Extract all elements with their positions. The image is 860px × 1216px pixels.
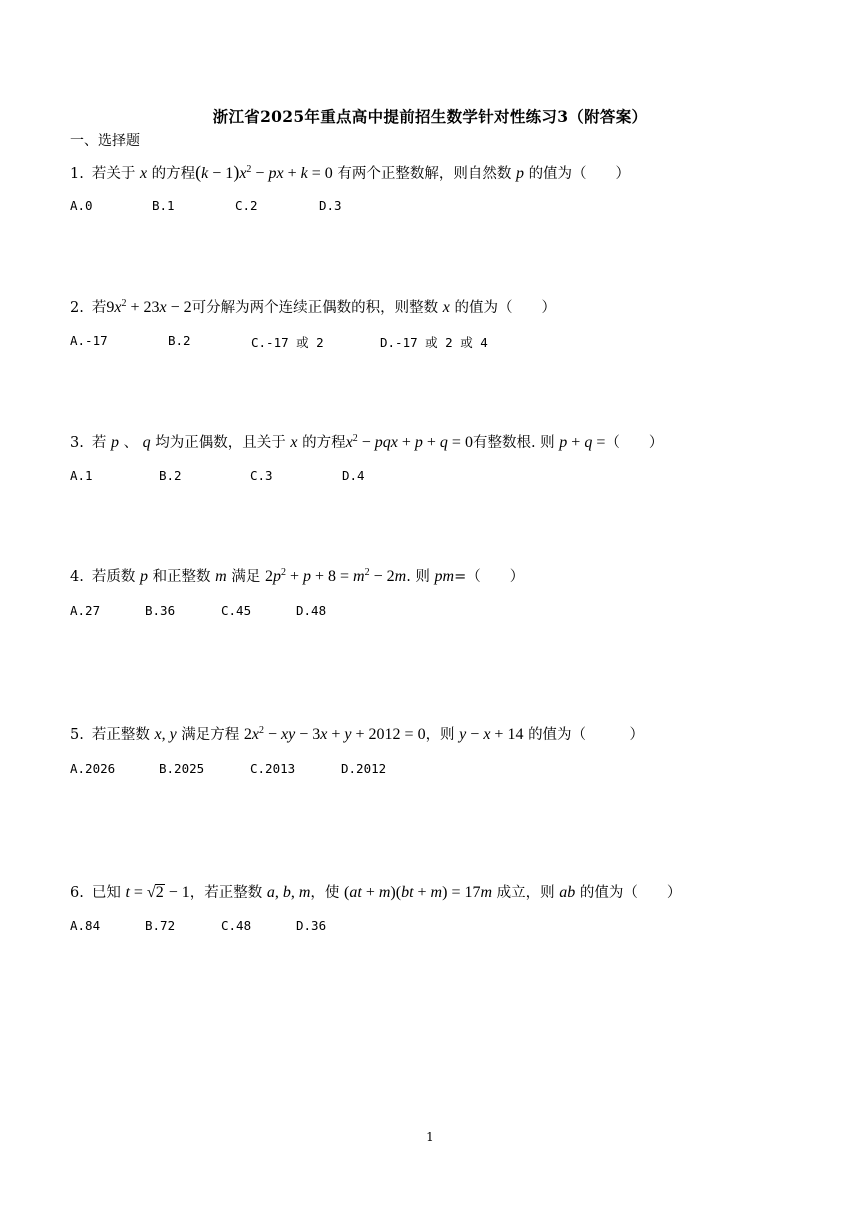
option-b[interactable]: B.1 xyxy=(152,198,175,213)
option-d[interactable]: D.3 xyxy=(319,198,342,213)
question-text: 满足 xyxy=(231,569,261,585)
question-text: 和正整数 xyxy=(152,569,211,585)
math-expression: y − x + 14 xyxy=(459,726,524,743)
option-c[interactable]: C.3 xyxy=(250,468,273,483)
math-variable: p xyxy=(110,434,119,451)
question-text: 均为正偶数，且关于 xyxy=(155,435,286,451)
question-text: 已知 xyxy=(91,885,121,901)
math-variable: x xyxy=(290,434,298,451)
answer-options xyxy=(70,918,770,936)
math-expression: pm xyxy=(434,568,455,585)
page-title: 浙江省2025年重点高中提前招生数学针对性练习3（附答案） xyxy=(212,107,648,126)
question-1 xyxy=(70,162,630,184)
option-c[interactable]: C.2013 xyxy=(250,761,296,776)
question-2 xyxy=(70,298,556,318)
option-b[interactable]: B.2 xyxy=(159,468,182,483)
page-number: 1 xyxy=(426,1130,434,1144)
answer-options xyxy=(70,603,770,621)
math-expression: t = √2 − 1 xyxy=(125,884,190,901)
option-d[interactable]: D.36 xyxy=(296,918,327,933)
math-variable: q xyxy=(142,434,151,451)
question-4 xyxy=(70,567,524,587)
question-text: 若质数 xyxy=(91,569,136,585)
question-number: 5. xyxy=(70,727,84,743)
question-text: （ ） xyxy=(605,435,664,451)
question-number: 3. xyxy=(70,435,84,451)
question-text: 若 xyxy=(91,300,107,316)
option-c[interactable]: C.-17 或 2 xyxy=(251,335,324,350)
question-number: 4. xyxy=(70,569,84,585)
option-c[interactable]: C.48 xyxy=(221,918,252,933)
question-text: 若 xyxy=(91,435,107,451)
option-b[interactable]: B.72 xyxy=(145,918,176,933)
answer-options xyxy=(70,198,770,216)
question-text: ，若正整数 xyxy=(189,885,263,901)
answer-options xyxy=(70,468,770,486)
question-number: 1. xyxy=(70,166,84,182)
question-text: 有两个正整数解，则自然数 xyxy=(337,166,512,182)
option-a[interactable]: A.0 xyxy=(70,198,93,213)
question-number: 6. xyxy=(70,885,84,901)
math-expression: $x^2$ − pqx + p + q = 0 xyxy=(345,433,473,451)
option-d[interactable]: D.2012 xyxy=(341,761,387,776)
math-expression: $2p^2 + p + 8 = m^2 - 2m$ xyxy=(264,567,407,585)
section-heading: 一、选择题 xyxy=(70,133,140,149)
question-text: 可分解为两个连续正偶数的积，则整数 xyxy=(191,300,439,316)
option-a[interactable]: A.2026 xyxy=(70,761,116,776)
math-expression: $(k - 1)x^2$ − px + k = 0 xyxy=(195,162,333,182)
question-text: . 则 xyxy=(406,569,430,585)
option-d[interactable]: D.4 xyxy=(342,468,365,483)
question-5 xyxy=(70,725,644,745)
option-a[interactable]: A.27 xyxy=(70,603,101,618)
question-3 xyxy=(70,433,663,453)
question-text: 、 xyxy=(123,435,139,451)
question-text: 有整数根. 则 xyxy=(472,435,555,451)
question-text: 满足方程 xyxy=(181,727,240,743)
math-variable: x xyxy=(139,165,148,182)
question-text: 的值为（ ） xyxy=(528,166,631,182)
math-expression: x, y xyxy=(154,726,177,743)
math-expression: a, b, m xyxy=(266,884,311,901)
option-c[interactable]: C.45 xyxy=(221,603,252,618)
math-expression: ab xyxy=(559,884,576,901)
option-a[interactable]: A.84 xyxy=(70,918,101,933)
question-text: 的方程 xyxy=(151,166,196,182)
math-variable: m xyxy=(215,568,227,585)
question-text: ，则 xyxy=(425,727,455,743)
answer-options xyxy=(70,333,770,351)
option-a[interactable]: A.1 xyxy=(70,468,93,483)
question-text: 的方程 xyxy=(302,435,346,451)
math-expression: (at + m)(bt + m) = 17m xyxy=(344,884,493,901)
question-text: 成立，则 xyxy=(496,885,555,901)
question-text: =（ ） xyxy=(454,569,525,585)
option-b[interactable]: B.2025 xyxy=(159,761,205,776)
question-text: 的值为（ ） xyxy=(579,885,682,901)
option-c[interactable]: C.2 xyxy=(235,198,258,213)
math-variable: p xyxy=(139,568,148,585)
question-text: 若正整数 xyxy=(91,727,150,743)
question-text: 的值为（ ） xyxy=(454,300,556,316)
question-text: 若关于 xyxy=(91,166,136,182)
question-text: 的值为（ ） xyxy=(528,727,645,743)
answer-options xyxy=(70,761,770,779)
option-b[interactable]: B.2 xyxy=(168,333,191,348)
option-d[interactable]: D.48 xyxy=(296,603,327,618)
math-expression: $9x^2 + 23x - 2$ xyxy=(106,298,192,316)
math-expression: $2x^2$ − xy − 3x + y + 2012 = 0 xyxy=(243,725,426,743)
option-a[interactable]: A.-17 xyxy=(70,333,108,348)
question-number: 2. xyxy=(70,300,84,316)
question-text: ，使 xyxy=(310,885,340,901)
question-6 xyxy=(70,883,681,903)
math-variable: p xyxy=(515,165,524,182)
option-d[interactable]: D.-17 或 2 或 4 xyxy=(380,335,488,350)
math-expression: p + q = xyxy=(559,434,606,451)
math-variable: x xyxy=(442,299,450,316)
option-b[interactable]: B.36 xyxy=(145,603,176,618)
